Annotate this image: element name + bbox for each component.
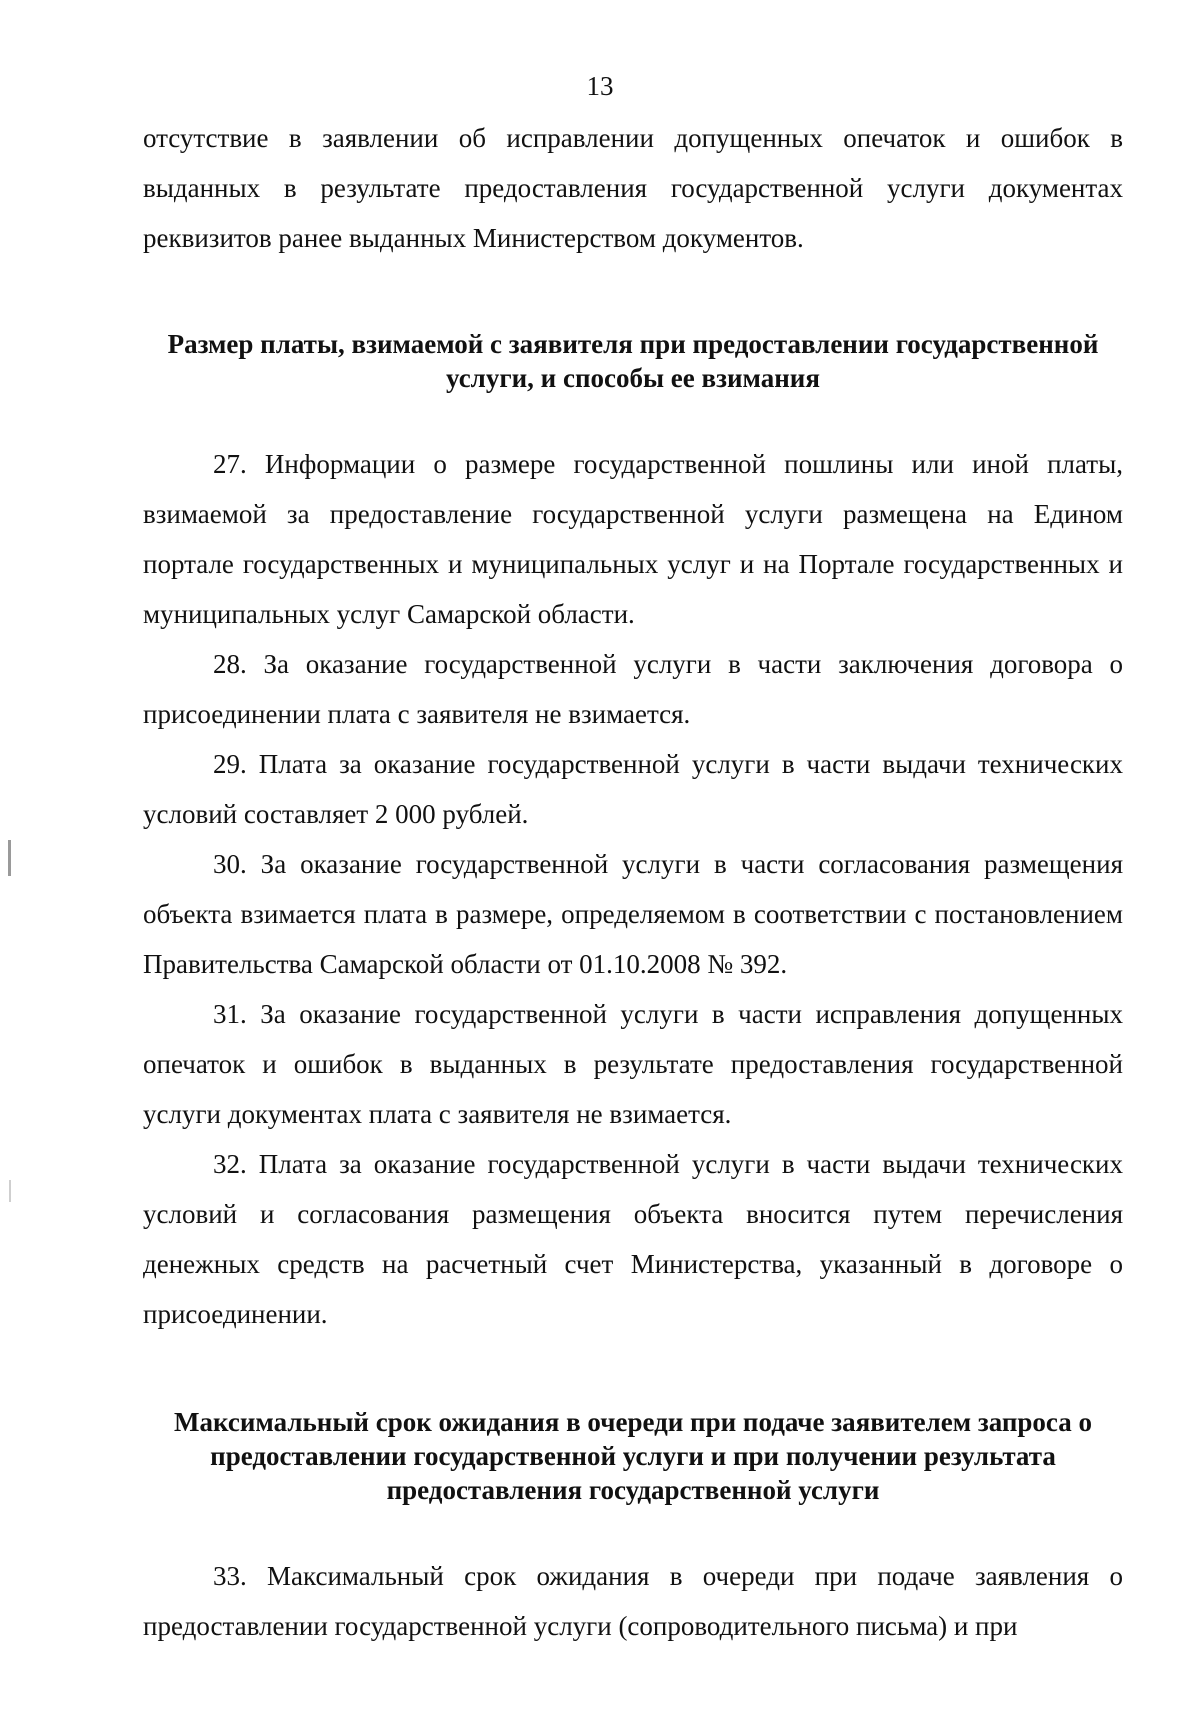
intro-paragraph: отсутствие в заявлении об исправлении допущенных опечаток и ошибок в выданных в результате предоставления государственной услуги документах реквизитов ранее выданных Министерством документов. <box>143 123 1123 253</box>
section-heading-fee: Размер платы, взимаемой с заявителя при предоставлении государственной услуги, и способы ее взимания <box>167 329 1099 393</box>
section-heading-queue: Максимальный срок ожидания в очереди при подаче заявителем запроса о предоставлении государственной услуги и при получении результата предоставления государственной услуги <box>173 1407 1092 1505</box>
scan-margin-mark <box>8 840 11 876</box>
page-number: 13 <box>586 71 614 101</box>
document-body <box>143 113 1123 1651</box>
paragraph-31: 31. За оказание государственной услуги в части исправления допущенных опечаток и ошибок в выданных в результате предоставления государственной услуги документах плата с заявителя не взимается. <box>143 999 1123 1129</box>
scan-margin-mark <box>9 1180 11 1202</box>
paragraph-32: 32. Плата за оказание государственной услуги в части выдачи технических условий и согласования размещения объекта вносится путем перечисления денежных средств на расчетный счет Министерства, указанный в договоре о присоединении. <box>143 1149 1123 1329</box>
paragraph-28: 28. За оказание государственной услуги в части заключения договора о присоединении плата с заявителя не взимается. <box>143 649 1123 729</box>
paragraph-29: 29. Плата за оказание государственной услуги в части выдачи технических условий составляет 2 000 рублей. <box>143 749 1123 829</box>
paragraph-33: 33. Максимальный срок ожидания в очереди при подаче заявления о предоставлении государственной услуги (сопроводительного письма) и при <box>143 1561 1123 1641</box>
paragraph-30: 30. За оказание государственной услуги в части согласования размещения объекта взимается плата в размере, определяемом в соответствии с постановлением Правительства Самарской области от 01.10.2008 № 392. <box>143 849 1123 979</box>
paragraph-27: 27. Информации о размере государственной пошлины или иной платы, взимаемой за предоставление государственной услуги размещена на Едином портале государственных и муниципальных услуг и на Портале государственных и муниципальных услуг Самарской области. <box>143 449 1123 629</box>
